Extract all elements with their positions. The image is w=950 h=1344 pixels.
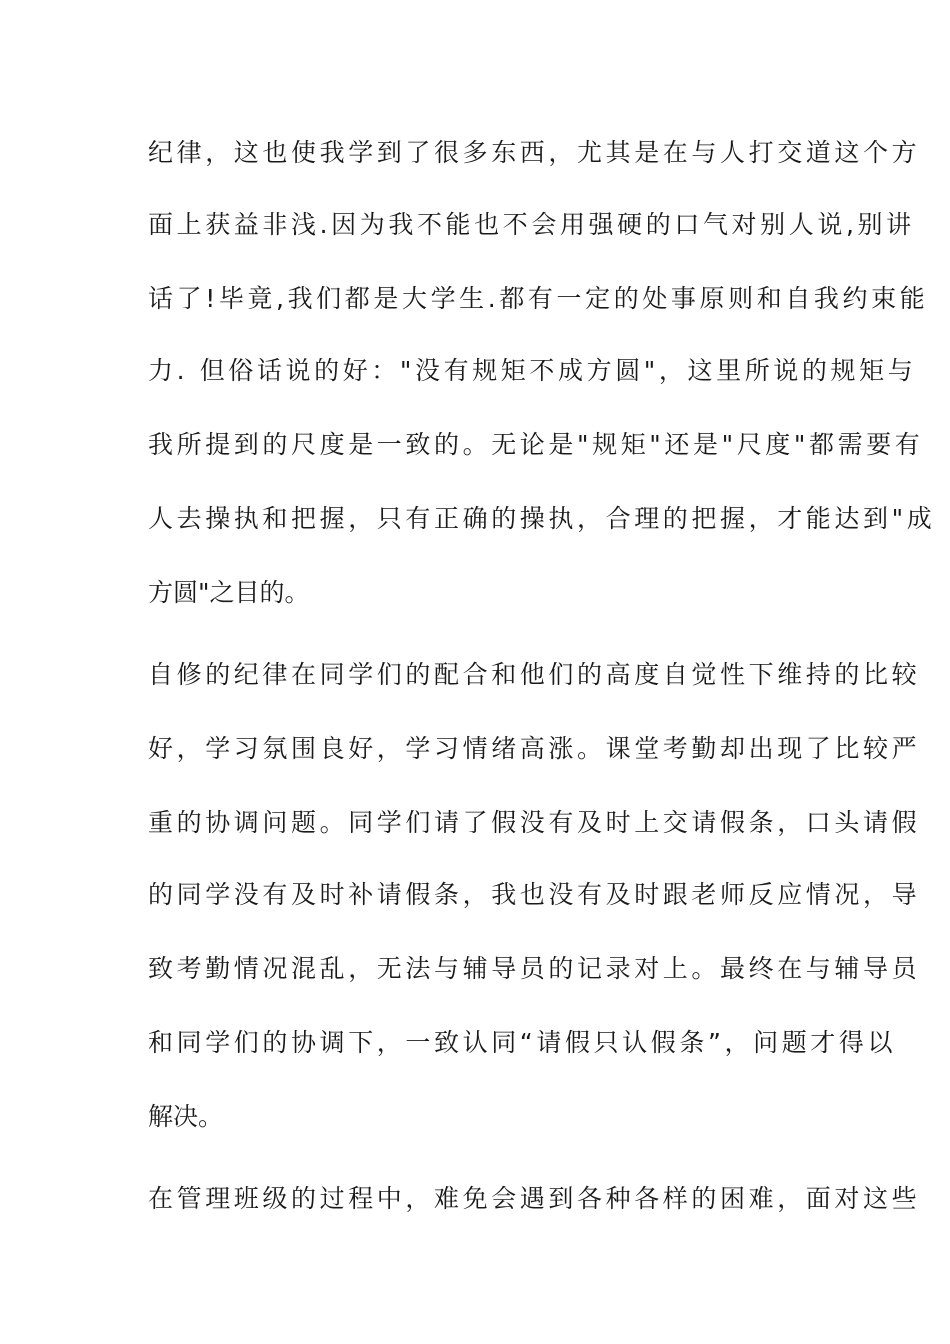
- paragraph-1-line-1: 纪律，这也使我学到了很多东西，尤其是在与人打交道这个方: [148, 138, 921, 167]
- paragraph-1-line-2: 面上获益非浅.因为我不能也不会用强硬的口气对别人说,别讲: [148, 210, 915, 239]
- paragraph-2-line-3: 重的协调问题。同学们请了假没有及时上交请假条，口头请假: [148, 808, 921, 837]
- paragraph-2-line-4: 的同学没有及时补请假条，我也没有及时跟老师反应情况，导: [148, 880, 921, 909]
- paragraph-1-line-4: 力. 但俗话说的好："没有规矩不成方圆"，这里所说的规矩与: [148, 356, 917, 385]
- paragraph-2-line-1: 自修的纪律在同学们的配合和他们的高度自觉性下维持的比较: [148, 660, 921, 689]
- paragraph-2-line-5: 致考勤情况混乱，无法与辅导员的记录对上。最终在与辅导员: [148, 954, 921, 983]
- paragraph-1-line-6: 人去操执和把握，只有正确的操执，合理的把握，才能达到"成: [148, 504, 936, 533]
- paragraph-3-line-1: 在管理班级的过程中，难免会遇到各种各样的困难，面对这些: [148, 1184, 921, 1213]
- paragraph-1-line-3: 话了!毕竟,我们都是大学生.都有一定的处事原则和自我约束能: [148, 284, 929, 313]
- paragraph-2-line-7: 解决。: [148, 1102, 224, 1131]
- paragraph-1-line-7: 方圆"之目的。: [148, 578, 310, 607]
- paragraph-1-line-5: 我所提到的尺度是一致的。无论是"规矩"还是"尺度"都需要有: [148, 430, 924, 459]
- paragraph-2-line-6: 和同学们的协调下，一致认同“请假只认假条”，问题才得以: [148, 1028, 897, 1057]
- paragraph-2-line-2: 好，学习氛围良好，学习情绪高涨。课堂考勤却出现了比较严: [148, 734, 921, 763]
